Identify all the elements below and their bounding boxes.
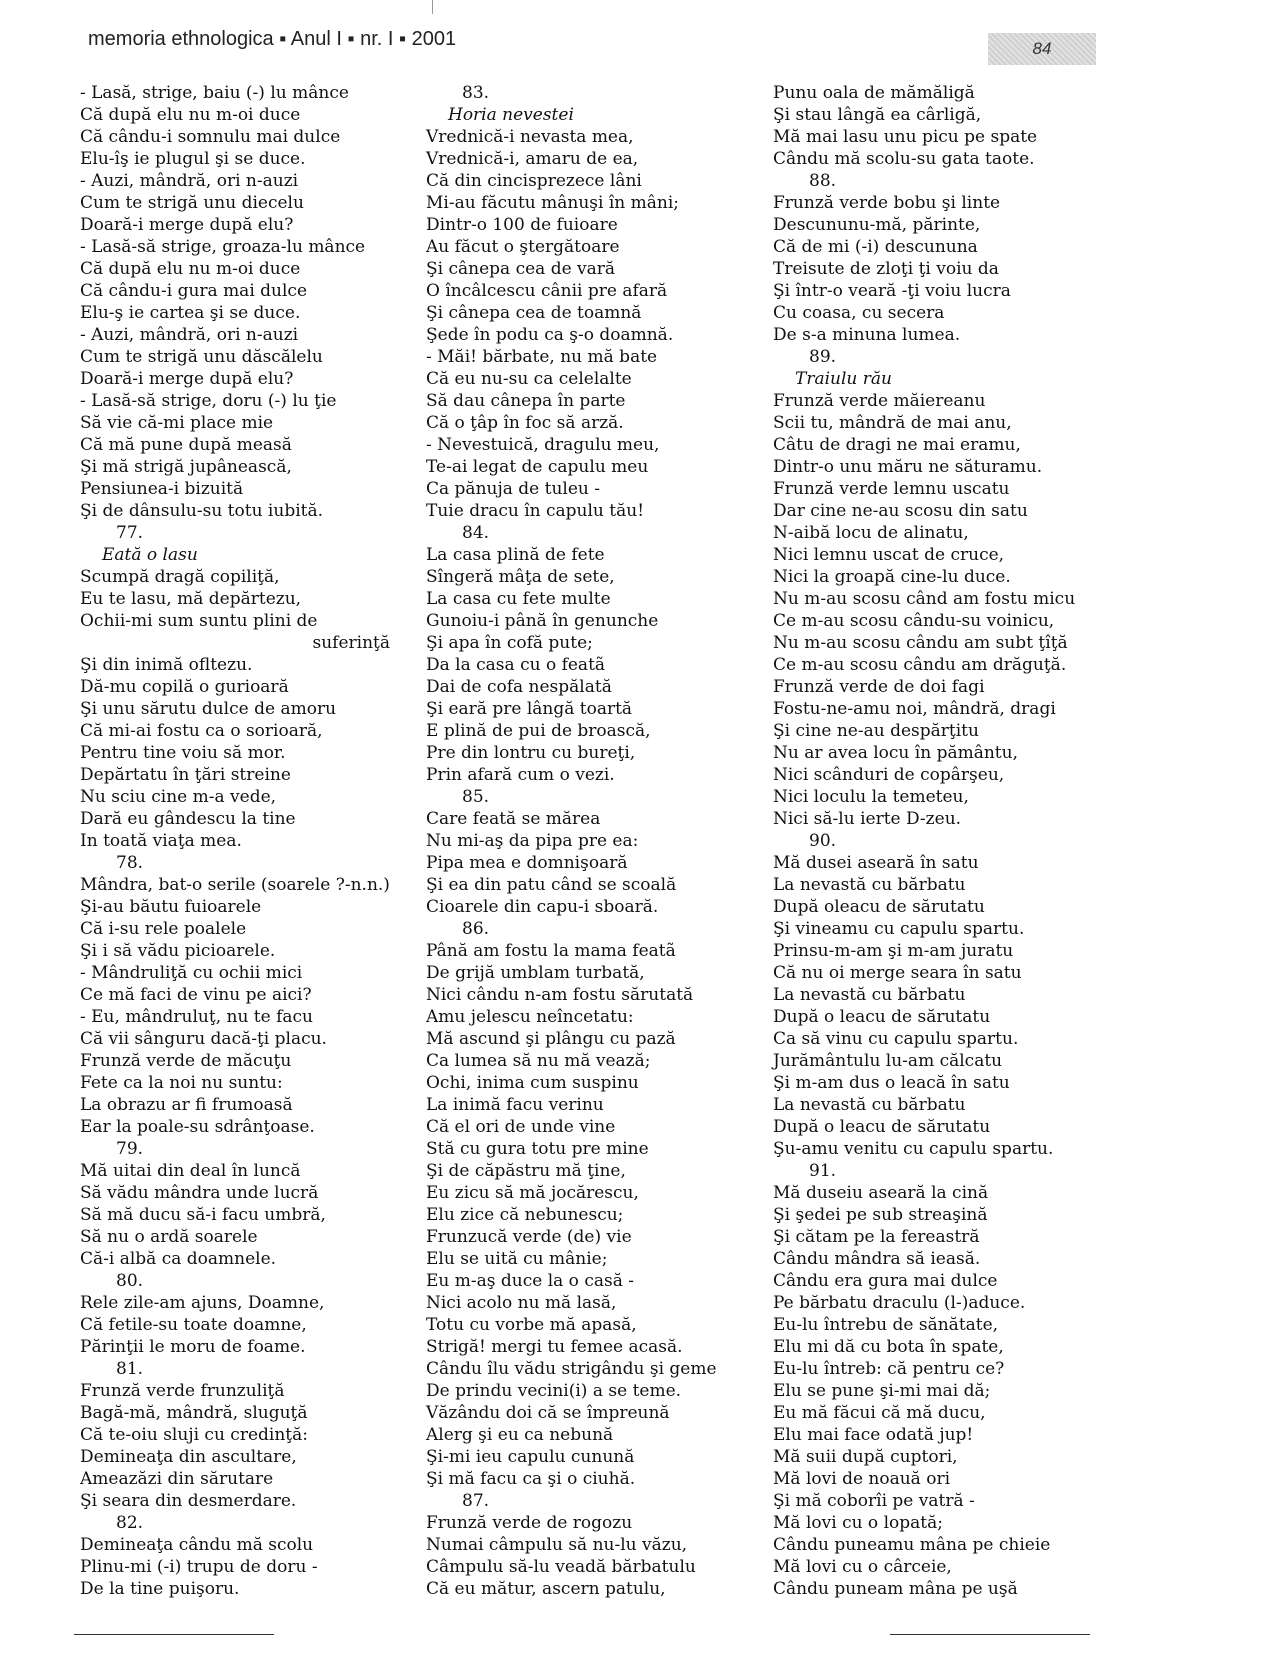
verse-line: Nu m-au scosu când am fostu micu — [773, 589, 1076, 609]
verse-line: Nu ar avea locu în pământu, — [773, 743, 1018, 763]
verse-line: Jurământulu lu-am călcatu — [773, 1051, 1003, 1071]
verse-line: Nici scânduri de copârşeu, — [773, 765, 1005, 785]
verse-line: Treisute de zloţi ţi voiu da — [773, 259, 999, 279]
verse-line: Şi m-am dus o leacă în satu — [773, 1073, 1010, 1093]
verse-line: Fete ca la noi nu suntu: — [80, 1073, 283, 1093]
poem-number: 82. — [116, 1513, 144, 1533]
verse-line: Scii tu, mândră de mai anu, — [773, 413, 1012, 433]
verse-line: De la tine puişoru. — [80, 1579, 240, 1599]
verse-line: Fostu-ne-amu noi, mândră, dragi — [773, 699, 1056, 719]
verse-line: Pensiunea-i bizuită — [80, 479, 244, 499]
margin-mark — [432, 0, 433, 14]
verse-line: Că-i albă ca doamnele. — [80, 1249, 277, 1269]
verse-line: Gunoiu-i până în genunche — [426, 611, 659, 631]
verse-line: Şi ea din patu când se scoală — [426, 875, 677, 895]
verse-line: Ochi, inima cum suspinu — [426, 1073, 639, 1093]
verse-line: Dar cine ne-au scosu din satu — [773, 501, 1028, 521]
verse-line: Mândra, bat-o serile (soarele ?-n.n.) — [80, 875, 390, 895]
verse-line: Mă lovi cu o lopată; — [773, 1513, 943, 1533]
verse-line: De grijă umblam turbată, — [426, 963, 645, 983]
verse-line: Câmpulu să-lu veadă bărbatulu — [426, 1557, 696, 1577]
verse-line: Frunză verde măiereanu — [773, 391, 986, 411]
verse-line: Bagă-mă, mândră, sluguţă — [80, 1403, 308, 1423]
verse-line: Şi şedei pe sub streaşină — [773, 1205, 988, 1225]
verse-line: - Nevestuică, dragulu meu, — [426, 435, 660, 455]
verse-line: - Mândruliţă cu ochii mici — [80, 963, 303, 983]
verse-line: Mă lovi cu o cârceie, — [773, 1557, 952, 1577]
verse-line: De s-a minuna lumea. — [773, 325, 961, 345]
verse-line: Nu sciu cine m-a vede, — [80, 787, 277, 807]
verse-line: Şi de căpăstru mă ţine, — [426, 1161, 626, 1181]
verse-line: Plinu-mi (-i) trupu de doru - — [80, 1557, 318, 1577]
verse-line: Nici lemnu uscat de cruce, — [773, 545, 1005, 565]
verse-line: Elu mai face odată jup! — [773, 1425, 974, 1445]
verse-line: Să vădu mândra unde lucră — [80, 1183, 319, 1203]
verse-line: Au făcut o ştergătoare — [426, 237, 620, 257]
verse-line: Că după elu nu m-oi duce — [80, 259, 301, 279]
verse-line: Şi cine ne-au despărţitu — [773, 721, 979, 741]
verse-line: Şi cânepa cea de vară — [426, 259, 616, 279]
column-3 — [773, 82, 1103, 1600]
verse-line: Până am fostu la mama featã — [426, 941, 676, 961]
verse-line: La nevastă cu bărbatu — [773, 1095, 966, 1115]
verse-line: O încâlcescu cânii pre afară — [426, 281, 668, 301]
verse-line: Şu-amu venitu cu capulu spartu. — [773, 1139, 1054, 1159]
verse-line: Să mă ducu să-i facu umbră, — [80, 1205, 326, 1225]
verse-line: - Auzi, mândră, ori n-auzi — [80, 171, 299, 191]
poem-number: 79. — [116, 1139, 144, 1159]
verse-line: După o leacu de sărutatu — [773, 1007, 991, 1027]
verse-line: Eu te lasu, mă depărtezu, — [80, 589, 302, 609]
verse-line: Pentru tine voiu să mor. — [80, 743, 286, 763]
verse-line: Frunză verde de doi fagi — [773, 677, 985, 697]
verse-line: Nici loculu la temeteu, — [773, 787, 969, 807]
verse-line: Pipa mea e domnişoară — [426, 853, 628, 873]
verse-line: Doară-i merge după elu? — [80, 369, 294, 389]
verse-line: Cu coasa, cu secera — [773, 303, 945, 323]
verse-line: La inimă facu verinu — [426, 1095, 604, 1115]
verse-line: Mă mai lasu unu picu pe spate — [773, 127, 1038, 147]
poem-number: 90. — [809, 831, 837, 851]
verse-line: Elu-ş ie cartea şi se duce. — [80, 303, 301, 323]
verse-line: Şi apa în cofă pute; — [426, 633, 593, 653]
verse-line: Demineaţa cându mă scolu — [80, 1535, 314, 1555]
verse-line: Cându mă scolu-su gata taote. — [773, 149, 1035, 169]
verse-line: Şi i să vădu picioarele. — [80, 941, 276, 961]
poem-number: 88. — [809, 171, 837, 191]
verse-line: Punu oala de mămăligă — [773, 83, 975, 103]
verse-line: Că i-su rele poalele — [80, 919, 247, 939]
verse-line: Că eu mătur, ascern patulu, — [426, 1579, 666, 1599]
verse-line: Şede în podu ca ş-o doamnă. — [426, 325, 674, 345]
poem-number: 85. — [462, 787, 490, 807]
verse-line: Elu se pune şi-mi mai dă; — [773, 1381, 991, 1401]
verse-line: La nevastă cu bărbatu — [773, 985, 966, 1005]
verse-line: Că nu oi merge seara în satu — [773, 963, 1022, 983]
verse-line: Şi seara din desmerdare. — [80, 1491, 297, 1511]
verse-line: Care feată se mărea — [426, 809, 601, 829]
verse-line: Frunzucă verde (de) vie — [426, 1227, 632, 1247]
verse-line: Cându îlu vădu strigându şi geme — [426, 1359, 717, 1379]
verse-line: Şi mă facu ca şi o ciuhă. — [426, 1469, 636, 1489]
verse-line: Că cându-i gura mai dulce — [80, 281, 308, 301]
verse-line: La casa plină de fete — [426, 545, 605, 565]
verse-line: Şi stau lângă ea cârligă, — [773, 105, 982, 125]
verse-line: Mă lovi de noauă ori — [773, 1469, 951, 1489]
verse-line: Că te-oiu sluji cu credinţă: — [80, 1425, 308, 1445]
verse-line: Că mă pune după measă — [80, 435, 292, 455]
verse-line: Cându puneamu mâna pe chieie — [773, 1535, 1051, 1555]
poem-number: 89. — [809, 347, 837, 367]
verse-line: Eu-lu întrebu de sănătate, — [773, 1315, 999, 1335]
verse-line: Sîngeră mâţa de sete, — [426, 567, 615, 587]
verse-line: După oleacu de sărutatu — [773, 897, 985, 917]
verse-line: Frunză verde de măcuţu — [80, 1051, 292, 1071]
verse-line: In toată viaţa mea. — [80, 831, 242, 851]
verse-line: Cioarele din capu-i sboară. — [426, 897, 659, 917]
verse-line: Ear la poale-su sdrânţoase. — [80, 1117, 315, 1137]
verse-line: Ochii-mi sum suntu plini de — [80, 611, 318, 631]
verse-line: Şi mă coborîi pe vatră - — [773, 1491, 975, 1511]
verse-line: Mă uitai din deal în luncă — [80, 1161, 301, 1181]
verse-line: Rele zile-am ajuns, Doamne, — [80, 1293, 325, 1313]
verse-line: Nici acolo nu mă lasă, — [426, 1293, 617, 1313]
verse-line: Şi cânepa cea de toamnă — [426, 303, 642, 323]
verse-line: Cându mândra să ieasă. — [773, 1249, 981, 1269]
verse-line: Mă ascund şi plângu cu pază — [426, 1029, 676, 1049]
verse-line: Dintr-o 100 de fuioare — [426, 215, 618, 235]
verse-line: Ca pănuja de tuleu - — [426, 479, 600, 499]
poem-title: Traiulu rău — [795, 369, 892, 389]
poem-number: 77. — [116, 523, 144, 543]
verse-line: Părinţii le moru de foame. — [80, 1337, 306, 1357]
verse-line: Doară-i merge după elu? — [80, 215, 294, 235]
verse-line: suferinţă — [312, 633, 390, 653]
verse-line: Şi de dânsulu-su totu iubită. — [80, 501, 324, 521]
column-1 — [80, 82, 410, 1600]
verse-line: De prindu vecini(i) a se teme. — [426, 1381, 682, 1401]
verse-line: Nici cându n-am fostu sărutată — [426, 985, 694, 1005]
verse-line: Să nu o ardă soarele — [80, 1227, 258, 1247]
verse-line: La nevastă cu bărbatu — [773, 875, 966, 895]
verse-line: Frunză verde bobu şi linte — [773, 193, 1001, 213]
verse-line: Cum te strigă unu diecelu — [80, 193, 304, 213]
verse-line: - Măi! bărbate, nu mă bate — [426, 347, 658, 367]
verse-line: Dai de cofa nespălată — [426, 677, 612, 697]
verse-line: Alerg şi eu ca nebună — [426, 1425, 614, 1445]
poem-number: 86. — [462, 919, 490, 939]
poem-number: 81. — [116, 1359, 144, 1379]
verse-line: Strigă! mergi tu femee acasă. — [426, 1337, 683, 1357]
verse-line: Că fetile-su toate doamne, — [80, 1315, 307, 1335]
verse-line: Şi cătam pe la fereastră — [773, 1227, 980, 1247]
verse-line: Ce m-au scosu cându am drăguţă. — [773, 655, 1067, 675]
running-header: memoria ethnologica ▪ Anul I ▪ nr. I ▪ 2001 — [88, 28, 457, 50]
verse-line: Văzându doi că se împreună — [426, 1403, 670, 1423]
page-number: 84 — [988, 33, 1096, 65]
footnote-rule-left — [74, 1634, 274, 1635]
verse-line: Nu mi-aş da pipa pre ea: — [426, 831, 639, 851]
verse-line: Mă dusei aseară în satu — [773, 853, 979, 873]
verse-line: Şi-au băutu fuioarele — [80, 897, 262, 917]
verse-line: Dintr-o unu măru ne săturamu. — [773, 457, 1043, 477]
verse-line: Scumpă dragă copiliţă, — [80, 567, 280, 587]
footnote-rule-right — [890, 1634, 1090, 1635]
verse-line: Şi-mi ieu capulu cunună — [426, 1447, 635, 1467]
verse-line: Că cându-i somnulu mai dulce — [80, 127, 341, 147]
verse-line: Că de mi (-i) descununa — [773, 237, 978, 257]
verse-line: Să vie că-mi place mie — [80, 413, 274, 433]
verse-line: Te-ai legat de capulu meu — [426, 457, 649, 477]
verse-line: Că din cincisprezece lâni — [426, 171, 642, 191]
verse-line: Stă cu gura totu pre mine — [426, 1139, 649, 1159]
poem-number: 91. — [809, 1161, 837, 1181]
verse-line: E plină de pui de broască, — [426, 721, 651, 741]
verse-line: După o leacu de sărutatu — [773, 1117, 991, 1137]
verse-line: Prin afară cum o vezi. — [426, 765, 615, 785]
verse-line: Vrednică-i nevasta mea, — [426, 127, 634, 147]
verse-line: Că eu nu-su ca celelalte — [426, 369, 632, 389]
verse-line: Ce m-au scosu cându-su voinicu, — [773, 611, 1055, 631]
verse-line: - Lasă, strige, baiu (-) lu mânce — [80, 83, 349, 103]
verse-line: Că mi-ai fostu ca o sorioară, — [80, 721, 323, 741]
verse-line: Frunză verde frunzuliţă — [80, 1381, 285, 1401]
verse-line: Frunză verde lemnu uscatu — [773, 479, 1010, 499]
verse-line: Vrednică-i, amaru de ea, — [426, 149, 639, 169]
verse-line: - Lasă-să strige, doru (-) lu ţie — [80, 391, 337, 411]
poem-number: 80. — [116, 1271, 144, 1291]
verse-line: Şi mă strigă jupânească, — [80, 457, 292, 477]
verse-line: Tuie dracu în capulu tău! — [426, 501, 645, 521]
column-2 — [426, 82, 756, 1600]
verse-line: Că o ţâp în foc să arză. — [426, 413, 624, 433]
verse-line: Cum te strigă unu dăscălelu — [80, 347, 323, 367]
verse-line: Dă-mu copilă o gurioară — [80, 677, 289, 697]
verse-line: Pe bărbatu draculu (l-)aduce. — [773, 1293, 1026, 1313]
verse-line: Amu jelescu neîncetatu: — [426, 1007, 634, 1027]
verse-line: Nu m-au scosu cându am subt ţîţă — [773, 633, 1068, 653]
verse-line: La obrazu ar fi frumoasă — [80, 1095, 293, 1115]
verse-line: Elu se uită cu mânie; — [426, 1249, 608, 1269]
verse-line: Că după elu nu m-oi duce — [80, 105, 301, 125]
verse-line: La casa cu fete multe — [426, 589, 611, 609]
verse-line: Depărtatu în ţări streine — [80, 765, 291, 785]
verse-line: Mi-au făcutu mânuşi în mâni; — [426, 193, 680, 213]
verse-line: Nici să-lu ierte D-zeu. — [773, 809, 962, 829]
verse-line: Frunză verde de rogozu — [426, 1513, 633, 1533]
verse-line: Cându era gura mai dulce — [773, 1271, 998, 1291]
verse-line: Elu zice că nebunescu; — [426, 1205, 624, 1225]
verse-line: Şi din inimă ofltezu. — [80, 655, 253, 675]
verse-line: Şi unu sărutu dulce de amoru — [80, 699, 337, 719]
verse-line: Da la casa cu o featã — [426, 655, 606, 675]
verse-line: Eu-lu întreb: că pentru ce? — [773, 1359, 1005, 1379]
poem-title: Eată o lasu — [102, 545, 198, 565]
verse-line: Ameazăzi din sărutare — [80, 1469, 274, 1489]
verse-line: Că el ori de unde vine — [426, 1117, 616, 1137]
verse-line: Descununu-mă, părinte, — [773, 215, 981, 235]
verse-line: Demineaţa din ascultare, — [80, 1447, 297, 1467]
verse-line: Mă suii după cuptori, — [773, 1447, 958, 1467]
verse-line: Ce mă faci de vinu pe aici? — [80, 985, 312, 1005]
verse-line: Elu-îş ie plugul şi se duce. — [80, 149, 306, 169]
poem-number: 87. — [462, 1491, 490, 1511]
poem-number: 84. — [462, 523, 490, 543]
verse-line: Dară eu gândescu la tine — [80, 809, 296, 829]
poem-number: 83. — [462, 83, 490, 103]
verse-line: Mă duseiu aseară la cină — [773, 1183, 989, 1203]
verse-line: Şi într-o veară -ţi voiu lucra — [773, 281, 1011, 301]
poem-number: 78. — [116, 853, 144, 873]
verse-line: Şi eară pre lângă toartă — [426, 699, 633, 719]
verse-line: Eu m-aş duce la o casă - — [426, 1271, 634, 1291]
verse-line: Eu zicu să mă jocărescu, — [426, 1183, 639, 1203]
verse-line: Eu mă făcui că mă ducu, — [773, 1403, 986, 1423]
verse-line: Că vii sânguru dacă-ţi placu. — [80, 1029, 327, 1049]
verse-line: Câtu de dragi ne mai eramu, — [773, 435, 1021, 455]
verse-line: Ca lumea să nu mă vează; — [426, 1051, 651, 1071]
verse-line: Numai câmpulu să nu-lu văzu, — [426, 1535, 688, 1555]
verse-line: - Lasă-să strige, groaza-lu mânce — [80, 237, 366, 257]
verse-line: N-aibă locu de alinatu, — [773, 523, 969, 543]
verse-line: Prinsu-m-am şi m-am juratu — [773, 941, 1014, 961]
verse-line: Totu cu vorbe mă apasă, — [426, 1315, 637, 1335]
verse-line: Ca să vinu cu capulu spartu. — [773, 1029, 1019, 1049]
verse-line: - Auzi, mândră, ori n-auzi — [80, 325, 299, 345]
verse-line: Cându puneam mâna pe uşă — [773, 1579, 1018, 1599]
verse-line: Şi vineamu cu capulu spartu. — [773, 919, 1025, 939]
poem-title: Horia nevestei — [448, 105, 574, 125]
verse-line: Să dau cânepa în parte — [426, 391, 626, 411]
verse-line: - Eu, mândruluţ, nu te facu — [80, 1007, 313, 1027]
verse-line: Nici la groapă cine-lu duce. — [773, 567, 1011, 587]
verse-line: Elu mi dă cu bota în spate, — [773, 1337, 1004, 1357]
verse-line: Pre din lontru cu bureţi, — [426, 743, 636, 763]
